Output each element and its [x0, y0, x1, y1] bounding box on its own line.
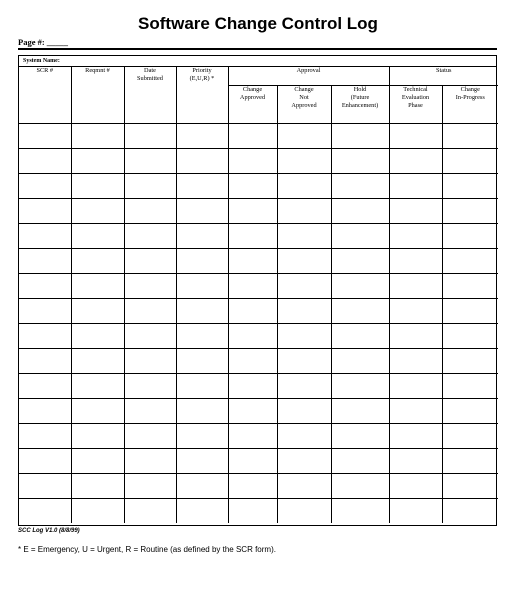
table-cell[interactable] — [71, 274, 124, 299]
header-rule — [18, 48, 497, 50]
table-cell[interactable] — [389, 499, 442, 524]
table-cell[interactable] — [389, 349, 442, 374]
table-row — [19, 149, 498, 174]
table-cell[interactable] — [124, 474, 176, 499]
table-cell[interactable] — [19, 299, 71, 324]
table-cell[interactable] — [124, 274, 176, 299]
page-number-label: Page #: _____ — [18, 37, 69, 47]
table-cell[interactable] — [124, 124, 176, 149]
table-row — [19, 424, 498, 449]
table-cell[interactable] — [176, 199, 228, 224]
table-cell[interactable] — [331, 274, 389, 299]
table-cell[interactable] — [124, 199, 176, 224]
column-header-change-approved: Change Approved — [228, 86, 277, 124]
table-cell[interactable] — [71, 449, 124, 474]
table-cell[interactable] — [228, 449, 277, 474]
table-cell[interactable] — [277, 149, 331, 174]
table-cell[interactable] — [71, 499, 124, 524]
table-cell[interactable] — [277, 499, 331, 524]
table-cell[interactable] — [442, 224, 498, 249]
table-cell[interactable] — [19, 124, 71, 149]
table-cell[interactable] — [228, 174, 277, 199]
group-header-status: Status — [389, 67, 498, 86]
column-header-hold: Hold (Future Enhancement) — [331, 86, 389, 124]
table-cell[interactable] — [19, 249, 71, 274]
table-cell[interactable] — [176, 324, 228, 349]
table-cell[interactable] — [124, 349, 176, 374]
table-cell[interactable] — [228, 349, 277, 374]
table-cell[interactable] — [19, 149, 71, 174]
table-cell[interactable] — [124, 249, 176, 274]
table-cell[interactable] — [442, 324, 498, 349]
table-row — [19, 249, 498, 274]
table-cell[interactable] — [277, 474, 331, 499]
table-cell[interactable] — [71, 374, 124, 399]
table-cell[interactable] — [331, 199, 389, 224]
table-cell[interactable] — [442, 374, 498, 399]
table-cell[interactable] — [277, 449, 331, 474]
table-cell[interactable] — [331, 449, 389, 474]
table-cell[interactable] — [389, 249, 442, 274]
table-cell[interactable] — [71, 199, 124, 224]
table-cell[interactable] — [19, 374, 71, 399]
table-cell[interactable] — [442, 149, 498, 174]
table-cell[interactable] — [19, 324, 71, 349]
table-cell[interactable] — [331, 499, 389, 524]
table-cell[interactable] — [124, 174, 176, 199]
log-table-frame — [18, 55, 497, 526]
table-cell[interactable] — [176, 174, 228, 199]
table-cell[interactable] — [71, 299, 124, 324]
table-cell[interactable] — [389, 399, 442, 424]
table-cell[interactable] — [277, 174, 331, 199]
table-cell[interactable] — [442, 499, 498, 524]
table-cell[interactable] — [331, 124, 389, 149]
table-cell[interactable] — [331, 249, 389, 274]
table-cell[interactable] — [389, 449, 442, 474]
table-cell[interactable] — [19, 449, 71, 474]
table-cell[interactable] — [71, 474, 124, 499]
table-cell[interactable] — [389, 374, 442, 399]
table-cell[interactable] — [277, 424, 331, 449]
table-cell[interactable] — [277, 274, 331, 299]
column-header-scr: SCR # — [19, 67, 71, 124]
table-cell[interactable] — [176, 424, 228, 449]
form-version-label: SCC Log V1.0 (8/8/99) — [18, 528, 80, 534]
table-cell[interactable] — [331, 149, 389, 174]
table-row — [19, 224, 498, 249]
table-row — [19, 124, 498, 149]
table-cell[interactable] — [19, 349, 71, 374]
column-header-reqmnt: Reqmnt # — [71, 67, 124, 124]
table-cell[interactable] — [176, 349, 228, 374]
table-cell[interactable] — [228, 299, 277, 324]
group-header-approval: Approval — [228, 67, 389, 86]
table-cell[interactable] — [228, 274, 277, 299]
table-row — [19, 299, 498, 324]
table-cell[interactable] — [389, 199, 442, 224]
column-header-change-not-approved: Change Not Approved — [277, 86, 331, 124]
table-row — [19, 324, 498, 349]
table-cell[interactable] — [228, 249, 277, 274]
table-cell[interactable] — [442, 474, 498, 499]
table-cell[interactable] — [176, 399, 228, 424]
table-cell[interactable] — [124, 424, 176, 449]
table-cell[interactable] — [442, 449, 498, 474]
table-cell[interactable] — [176, 249, 228, 274]
table-cell[interactable] — [277, 324, 331, 349]
table-cell[interactable] — [19, 224, 71, 249]
table-cell[interactable] — [228, 149, 277, 174]
table-cell[interactable] — [331, 174, 389, 199]
table-cell[interactable] — [176, 499, 228, 524]
table-cell[interactable] — [442, 299, 498, 324]
table-cell[interactable] — [389, 224, 442, 249]
table-cell[interactable] — [228, 424, 277, 449]
table-cell[interactable] — [277, 399, 331, 424]
table-cell[interactable] — [124, 399, 176, 424]
table-cell[interactable] — [331, 424, 389, 449]
table-cell[interactable] — [389, 324, 442, 349]
table-cell[interactable] — [277, 299, 331, 324]
table-cell[interactable] — [277, 249, 331, 274]
table-cell[interactable] — [228, 374, 277, 399]
table-cell[interactable] — [331, 399, 389, 424]
table-cell[interactable] — [389, 474, 442, 499]
table-cell[interactable] — [442, 349, 498, 374]
table-cell[interactable] — [442, 274, 498, 299]
table-cell[interactable] — [228, 124, 277, 149]
table-cell[interactable] — [71, 124, 124, 149]
table-row — [19, 474, 498, 499]
table-cell[interactable] — [124, 499, 176, 524]
table-cell[interactable] — [228, 199, 277, 224]
table-cell[interactable] — [19, 199, 71, 224]
table-cell[interactable] — [277, 374, 331, 399]
table-cell[interactable] — [442, 399, 498, 424]
table-row — [19, 274, 498, 299]
table-cell[interactable] — [19, 499, 71, 524]
table-cell[interactable] — [228, 474, 277, 499]
table-cell[interactable] — [71, 174, 124, 199]
table-cell[interactable] — [228, 399, 277, 424]
column-header-date-submitted: Date Submitted — [124, 67, 176, 124]
table-cell[interactable] — [442, 124, 498, 149]
table-cell[interactable] — [124, 299, 176, 324]
table-cell[interactable] — [389, 149, 442, 174]
table-cell[interactable] — [71, 349, 124, 374]
document-title: Software Change Control Log — [138, 14, 378, 33]
table-row — [19, 374, 498, 399]
table-cell[interactable] — [19, 399, 71, 424]
table-cell[interactable] — [19, 424, 71, 449]
table-cell[interactable] — [389, 174, 442, 199]
table-cell[interactable] — [176, 224, 228, 249]
table-cell[interactable] — [71, 249, 124, 274]
table-cell[interactable] — [389, 424, 442, 449]
system-name-label: System Name: — [19, 56, 496, 67]
table-cell[interactable] — [331, 224, 389, 249]
table-cell[interactable] — [176, 449, 228, 474]
table-cell[interactable] — [124, 324, 176, 349]
change-log-table — [19, 67, 498, 523]
table-cell[interactable] — [277, 224, 331, 249]
table-cell[interactable] — [331, 474, 389, 499]
table-cell[interactable] — [277, 124, 331, 149]
table-cell[interactable] — [71, 224, 124, 249]
table-cell[interactable] — [124, 224, 176, 249]
table-cell[interactable] — [176, 374, 228, 399]
table-cell[interactable] — [442, 249, 498, 274]
table-cell[interactable] — [124, 149, 176, 174]
table-row — [19, 349, 498, 374]
table-cell[interactable] — [71, 324, 124, 349]
table-cell[interactable] — [277, 349, 331, 374]
table-cell[interactable] — [442, 174, 498, 199]
table-row — [19, 399, 498, 424]
table-row — [19, 199, 498, 224]
table-cell[interactable] — [19, 474, 71, 499]
column-header-technical-evaluation: Technical Evaluation Phase — [389, 86, 442, 124]
table-cell[interactable] — [331, 299, 389, 324]
table-row — [19, 499, 498, 524]
table-cell[interactable] — [389, 299, 442, 324]
table-cell[interactable] — [71, 149, 124, 174]
table-cell[interactable] — [71, 424, 124, 449]
column-header-priority: Priority (E,U,R) * — [176, 67, 228, 124]
table-cell[interactable] — [389, 124, 442, 149]
table-cell[interactable] — [19, 174, 71, 199]
table-cell[interactable] — [176, 474, 228, 499]
table-cell[interactable] — [228, 224, 277, 249]
table-cell[interactable] — [176, 299, 228, 324]
table-cell[interactable] — [228, 499, 277, 524]
table-cell[interactable] — [331, 374, 389, 399]
table-row — [19, 174, 498, 199]
table-cell[interactable] — [124, 374, 176, 399]
table-cell[interactable] — [442, 199, 498, 224]
table-cell[interactable] — [442, 424, 498, 449]
table-cell[interactable] — [176, 274, 228, 299]
priority-footnote: * E = Emergency, U = Urgent, R = Routine (as defined by the SCR form). — [18, 545, 276, 554]
table-cell[interactable] — [277, 199, 331, 224]
column-header-change-in-progress: Change In-Progress — [442, 86, 498, 124]
table-cell[interactable] — [19, 274, 71, 299]
table-cell[interactable] — [228, 324, 277, 349]
table-cell[interactable] — [176, 149, 228, 174]
table-cell[interactable] — [176, 124, 228, 149]
table-cell[interactable] — [331, 324, 389, 349]
table-cell[interactable] — [331, 349, 389, 374]
table-cell[interactable] — [389, 274, 442, 299]
table-cell[interactable] — [71, 399, 124, 424]
table-cell[interactable] — [124, 449, 176, 474]
table-row — [19, 449, 498, 474]
